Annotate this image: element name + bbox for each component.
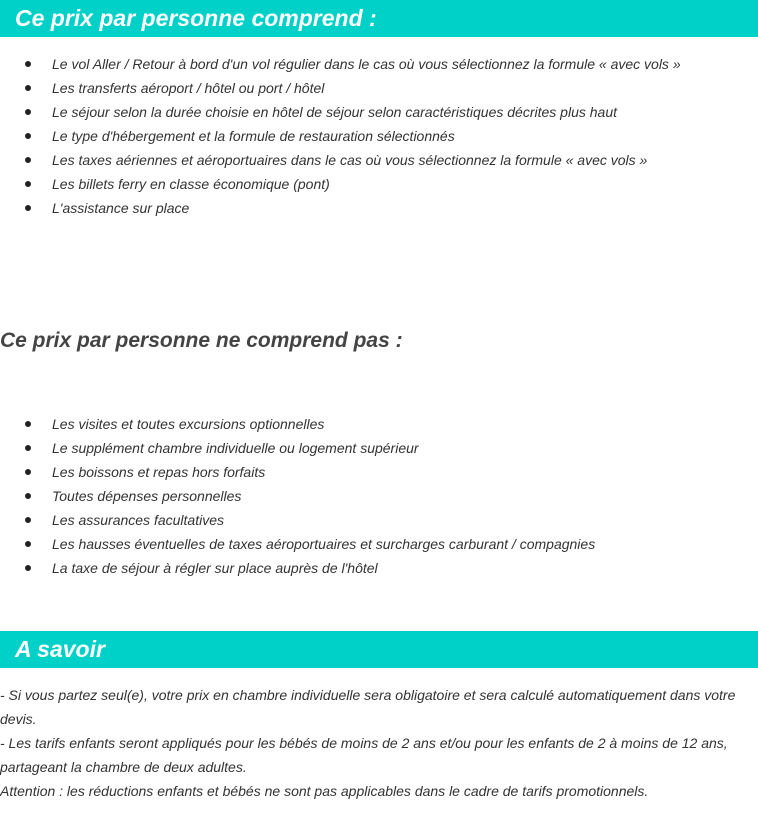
list-item [0, 76, 758, 100]
savoir-notes [0, 683, 756, 803]
bullet-icon [25, 445, 31, 451]
list-item-text: Les assurances facultatives [52, 512, 224, 528]
list-item-text: Le séjour selon la durée choisie en hôtel de séjour selon caractéristiques décrites plus haut [52, 104, 618, 120]
included-section-title: Ce prix par personne comprend : [0, 0, 758, 37]
bullet-icon [25, 181, 31, 187]
list-item-text: Les hausses éventuelles de taxes aéroportuaires et surcharges carburant / compagnies [52, 536, 596, 552]
list-item-text: Les boissons et repas hors forfaits [52, 464, 266, 480]
list-item [0, 556, 758, 580]
excluded-section-title: Ce prix par personne ne comprend pas : [0, 329, 403, 352]
savoir-paragraph: - Si vous partez seul(e), votre prix en chambre individuelle sera obligatoire et sera calculé automatiquement dans votre devis. [0, 687, 736, 727]
bullet-icon [25, 61, 31, 67]
list-item [0, 484, 758, 508]
list-item [0, 172, 758, 196]
savoir-section-title: A savoir [0, 631, 758, 668]
bullet-icon [25, 109, 31, 115]
list-item-text: Le vol Aller / Retour à bord d'un vol régulier dans le cas où vous sélectionnez la formule « avec vols » [52, 56, 681, 72]
bullet-icon [25, 85, 31, 91]
bullet-icon [25, 469, 31, 475]
bullet-icon [25, 133, 31, 139]
bullet-icon [25, 205, 31, 211]
list-item [0, 508, 758, 532]
bullet-icon [25, 517, 31, 523]
list-item [0, 532, 758, 556]
list-item-text: Les billets ferry en classe économique (pont) [52, 176, 330, 192]
savoir-paragraph: - Les tarifs enfants seront appliqués pour les bébés de moins de 2 ans et/ou pour les enfants de 2 à moins de 12 ans, partageant la chambre de deux adultes. [0, 735, 728, 775]
list-item [0, 436, 758, 460]
list-item [0, 100, 758, 124]
list-item-text: Toutes dépenses personnelles [52, 488, 242, 504]
list-item-text: Le supplément chambre individuelle ou logement supérieur [52, 440, 419, 456]
list-item-text: Les taxes aériennes et aéroportuaires dans le cas où vous sélectionnez la formule « avec vols » [52, 152, 648, 168]
bullet-icon [25, 421, 31, 427]
included-list [0, 52, 758, 220]
bullet-icon [25, 541, 31, 547]
list-item-text: L'assistance sur place [52, 200, 190, 216]
bullet-icon [25, 157, 31, 163]
excluded-list [0, 412, 758, 580]
list-item-text: La taxe de séjour à régler sur place auprès de l'hôtel [52, 560, 378, 576]
savoir-paragraph: Attention : les réductions enfants et bébés ne sont pas applicables dans le cadre de tarifs promotionnels. [0, 783, 649, 799]
bullet-icon [25, 565, 31, 571]
list-item [0, 460, 758, 484]
list-item-text: Les visites et toutes excursions optionnelles [52, 416, 325, 432]
list-item [0, 148, 758, 172]
list-item [0, 52, 758, 76]
list-item-text: Les transferts aéroport / hôtel ou port / hôtel [52, 80, 325, 96]
list-item-text: Le type d'hébergement et la formule de restauration sélectionnés [52, 128, 455, 144]
list-item [0, 412, 758, 436]
list-item [0, 124, 758, 148]
list-item [0, 196, 758, 220]
bullet-icon [25, 493, 31, 499]
